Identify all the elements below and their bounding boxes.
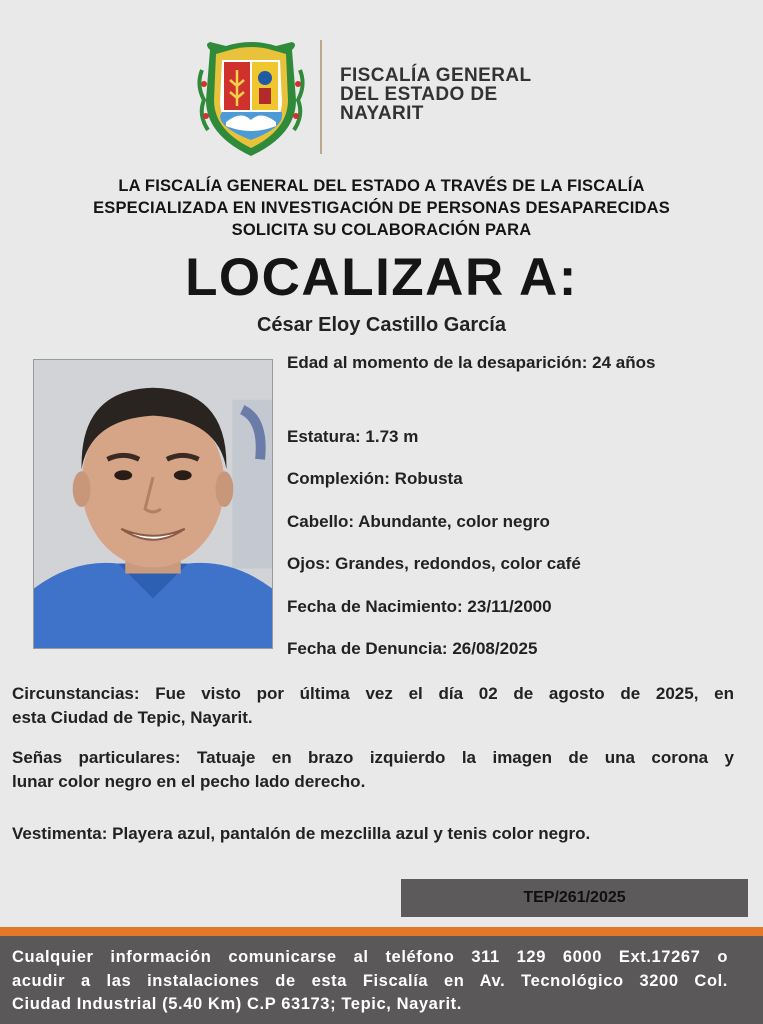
- intro-line: SOLICITA SU COLABORACIÓN PARA: [231, 221, 532, 239]
- agency-line: NAYARIT: [340, 103, 424, 124]
- state-seal-icon: [196, 40, 306, 158]
- intro-text: [0, 175, 763, 241]
- person-photo: [33, 359, 273, 649]
- header: [0, 36, 763, 160]
- marks-line: Señas particulares: Tatuaje en brazo izquierdo la imagen de una corona y: [12, 748, 734, 767]
- detail-eyes: Ojos: Grandes, redondos, color café: [287, 554, 581, 573]
- circumstances: [12, 682, 734, 730]
- agency-line: DEL ESTADO DE: [340, 84, 498, 105]
- marks-line: lunar color negro en el pecho lado derecho.: [12, 772, 366, 791]
- footer-contact: [0, 936, 763, 1024]
- orange-divider: [0, 927, 763, 936]
- circumstances-line: Circunstancias: Fue visto por última vez el día 02 de agosto de 2025, en: [12, 684, 734, 703]
- detail-hair: Cabello: Abundante, color negro: [287, 512, 550, 531]
- footer-line: acudir a las instalaciones de esta Fiscalía en Av. Tecnológico 3200 Col.: [12, 971, 728, 990]
- case-number-box: [401, 879, 748, 917]
- detail-age: Edad al momento de la desaparición: 24 años: [287, 353, 656, 372]
- person-name: César Eloy Castillo García: [256, 314, 506, 336]
- distinguishing-marks: [12, 746, 734, 794]
- headline: LOCALIZAR A:: [185, 248, 578, 307]
- footer-text: [12, 946, 728, 1017]
- detail-height: Estatura: 1.73 m: [287, 427, 419, 446]
- detail-report-date: Fecha de Denuncia: 26/08/2025: [287, 639, 538, 658]
- clothing-line: Vestimenta: Playera azul, pantalón de mezclilla azul y tenis color negro.: [12, 824, 591, 843]
- intro-line: ESPECIALIZADA EN INVESTIGACIÓN DE PERSONAS DESAPARECIDAS: [93, 199, 670, 217]
- footer-line: Ciudad Industrial (5.40 Km) C.P 63173; Tepic, Nayarit.: [12, 995, 462, 1013]
- footer-line: Cualquier información comunicarse al teléfono 311 129 6000 Ext.17267 o: [12, 948, 728, 966]
- case-number: TEP/261/2025: [523, 889, 626, 906]
- agency-name: [340, 66, 531, 123]
- circumstances-line: esta Ciudad de Tepic, Nayarit.: [12, 708, 253, 727]
- detail-build: Complexión: Robusta: [287, 469, 463, 488]
- header-divider: [320, 40, 322, 154]
- intro-line: LA FISCALÍA GENERAL DEL ESTADO A TRAVÉS DE LA FISCALÍA: [118, 177, 645, 195]
- clothing: [12, 822, 734, 846]
- agency-line: FISCALÍA GENERAL: [340, 65, 532, 86]
- detail-birthdate: Fecha de Nacimiento: 23/11/2000: [287, 597, 552, 616]
